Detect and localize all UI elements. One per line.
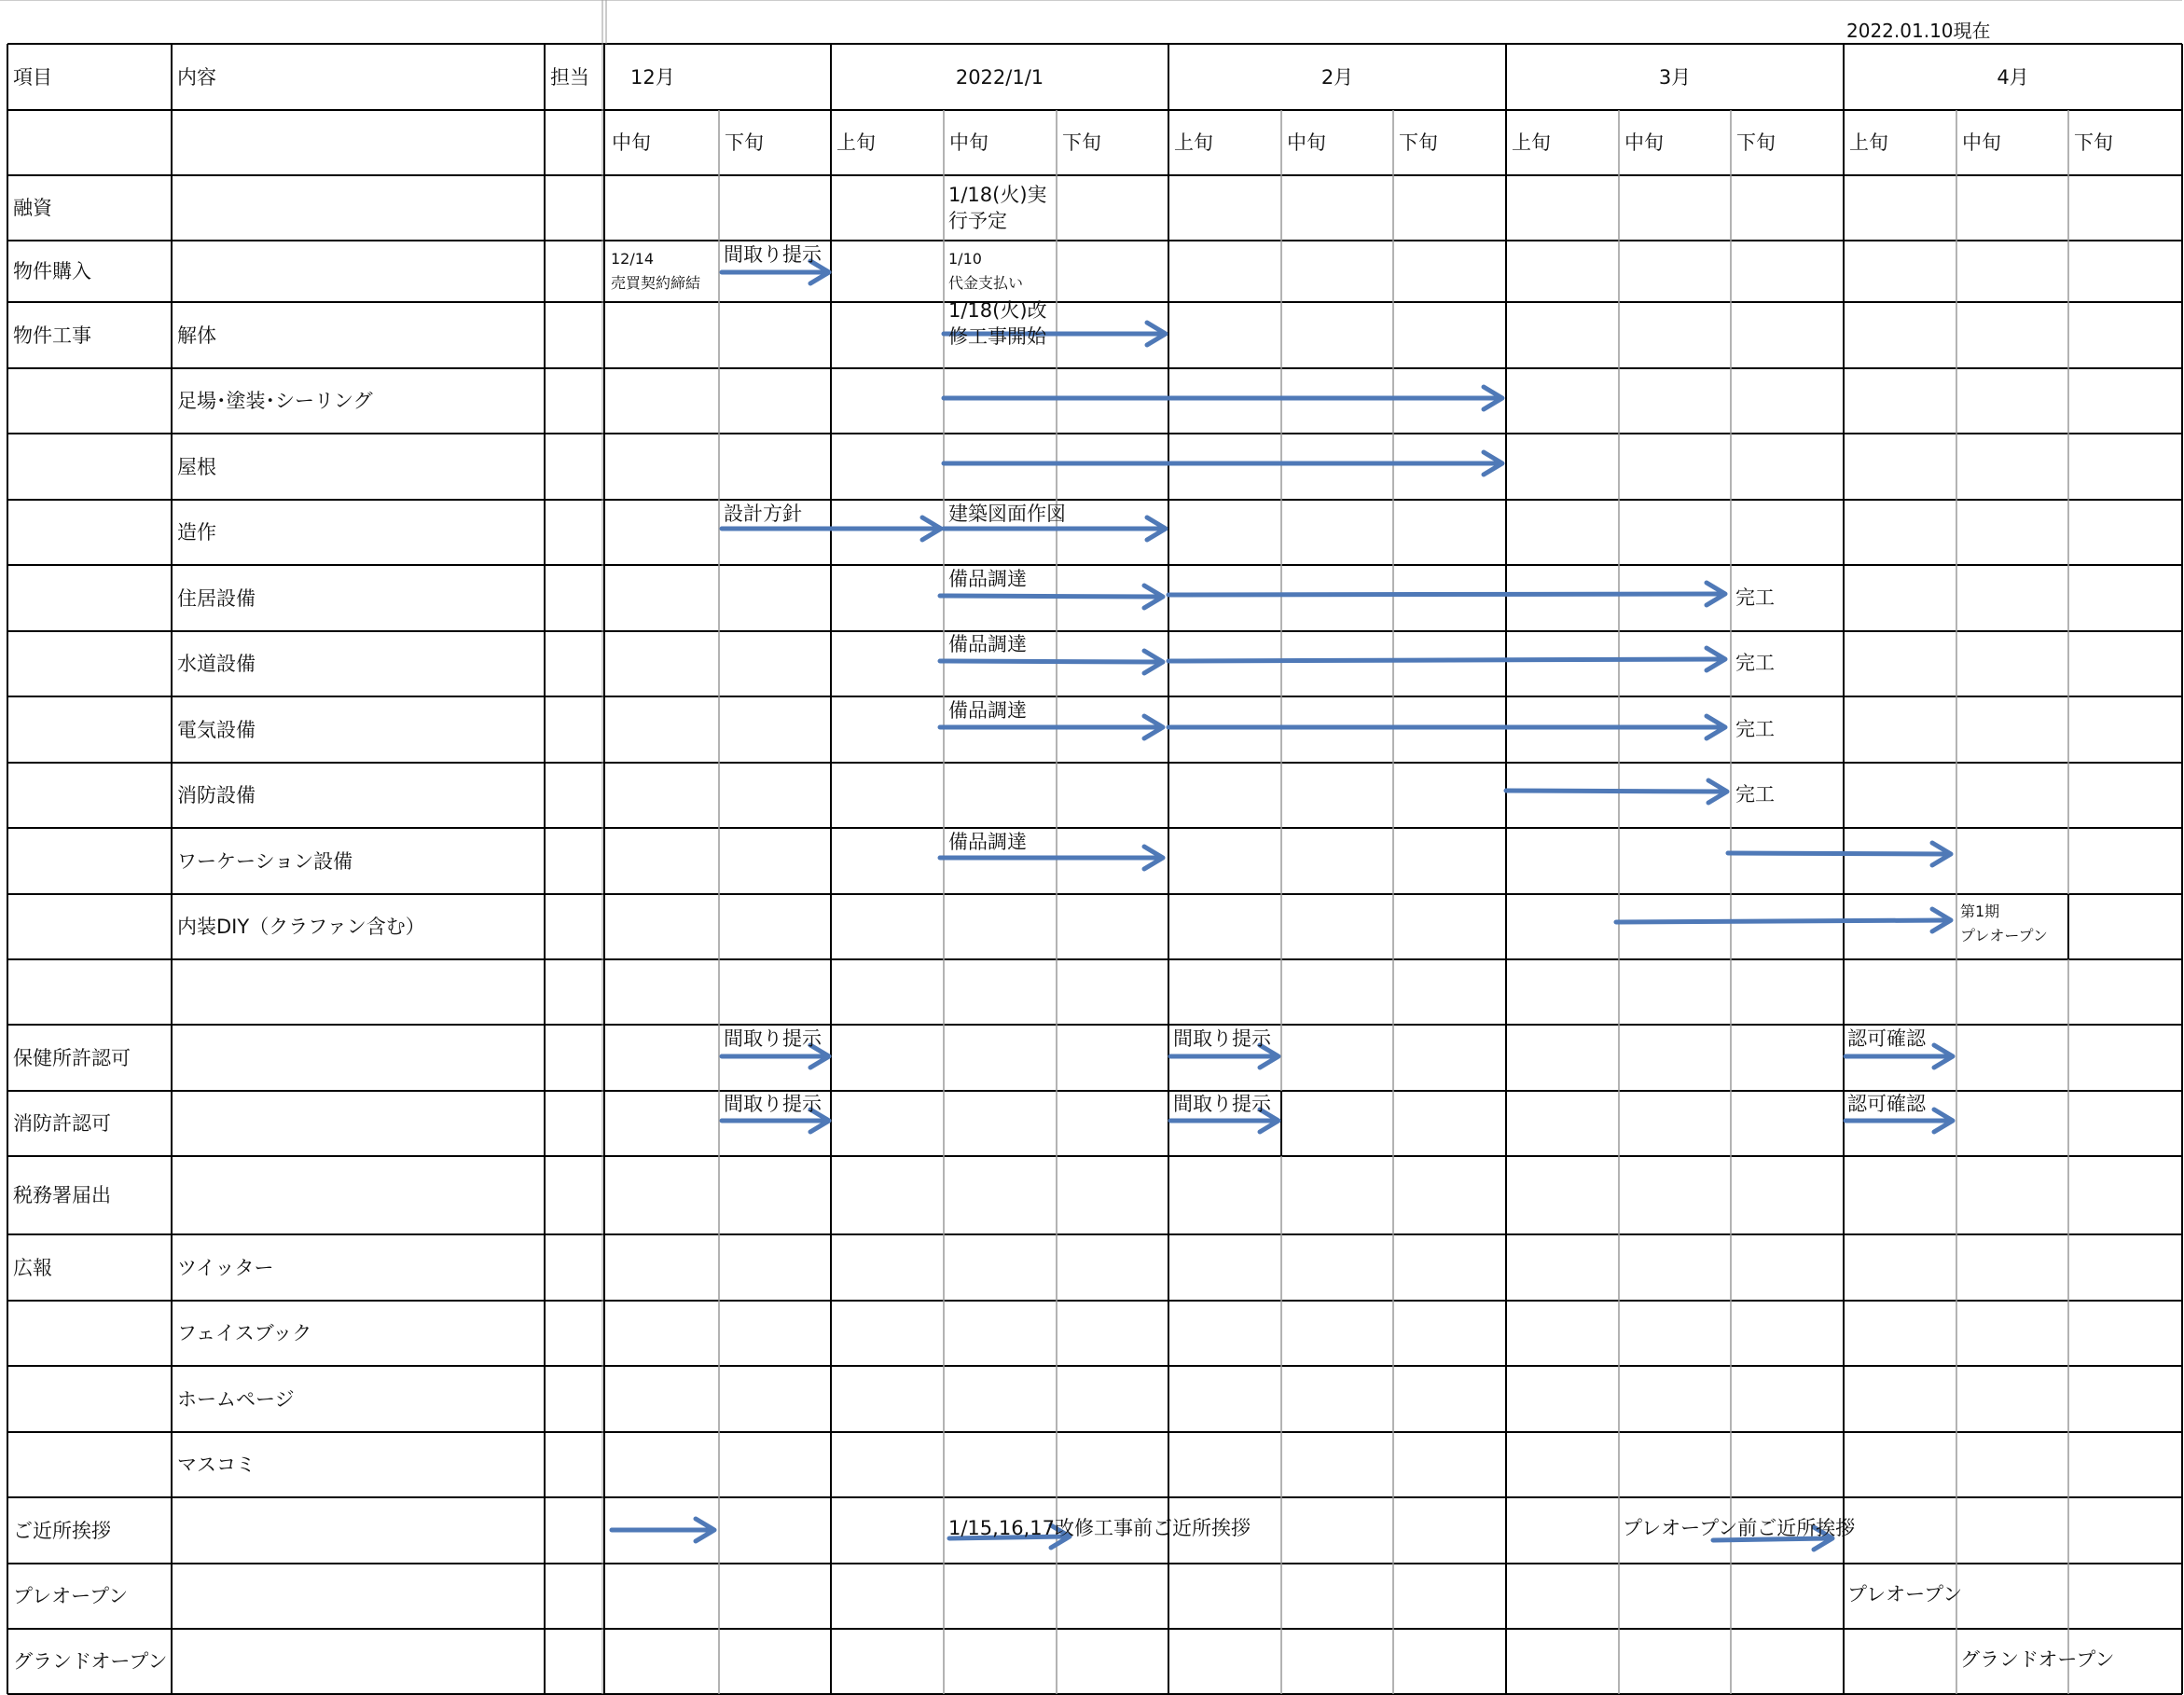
- row-item: グランドオープン: [13, 1650, 168, 1673]
- row-content: マスコミ: [177, 1454, 256, 1476]
- row-content: 水道設備: [177, 653, 256, 675]
- floorplan-note: 間取り提示: [724, 243, 822, 266]
- period-10: 下旬: [1736, 131, 1776, 154]
- period-12: 中旬: [1962, 131, 2001, 154]
- architectural-drawings-note: 建築図面作図: [948, 503, 1066, 525]
- arrow: [1728, 843, 1951, 865]
- period-9: 中旬: [1624, 131, 1664, 154]
- complete-housing-note: 完工: [1735, 586, 1775, 609]
- month-dec: 12月: [630, 66, 675, 89]
- row-content: ワーケーション設備: [177, 849, 353, 873]
- greeting-jan-note: 1/15,16,17改修工事前ご近所挨拶: [948, 1517, 1251, 1539]
- health-floorplan-note-2: 間取り提示: [1173, 1027, 1271, 1050]
- month-mar: 3月: [1658, 66, 1692, 89]
- period-8: 上旬: [1512, 131, 1551, 154]
- loan-exec-note-2: 行予定: [948, 210, 1007, 232]
- health-permit-check-note: 認可確認: [1847, 1027, 1926, 1050]
- month-apr: 4月: [1997, 66, 2029, 89]
- demolition-note-1: 1/18(火)改: [948, 299, 1047, 322]
- purchase-contract-date: 12/14: [611, 250, 655, 268]
- fire-permit-check-note: 認可確認: [1847, 1093, 1926, 1115]
- row-content: 造作: [177, 521, 216, 544]
- arrow: [612, 1519, 714, 1541]
- arrow: [1168, 583, 1725, 605]
- period-5: 上旬: [1174, 131, 1213, 154]
- complete-fire-note: 完工: [1735, 783, 1775, 806]
- row-content: 電気設備: [177, 718, 256, 741]
- period-7: 下旬: [1399, 131, 1438, 154]
- header-content: 内容: [177, 66, 216, 89]
- purchase-contract-note: 売買契約締結: [611, 274, 701, 292]
- row-item: プレオープン: [13, 1585, 129, 1607]
- procure-water-note: 備品調達: [948, 633, 1027, 655]
- procure-workation-note: 備品調達: [948, 831, 1027, 853]
- row-content: 内装DIY（クラファン含む）: [177, 916, 425, 938]
- period-3: 中旬: [949, 131, 988, 154]
- header-owner: 担当: [550, 66, 589, 89]
- period-13: 下旬: [2074, 131, 2113, 154]
- row-item: 税務署届出: [13, 1184, 111, 1206]
- period-4: 下旬: [1062, 131, 1101, 154]
- row-item: 物件購入: [13, 260, 91, 282]
- arrow: [1168, 648, 1725, 670]
- loan-exec-note-1: 1/18(火)実: [948, 184, 1047, 206]
- period-6: 中旬: [1287, 131, 1326, 154]
- period-1: 下旬: [725, 131, 764, 154]
- payment-note: 代金支払い: [948, 274, 1024, 292]
- complete-electric-note: 完工: [1735, 718, 1775, 740]
- row-content: ホームページ: [177, 1387, 295, 1411]
- preopen-phase-note-1: 第1期: [1960, 903, 2000, 920]
- row-content: ツイッター: [177, 1256, 274, 1279]
- row-item: 融資: [13, 197, 52, 219]
- row-item: ご近所挨拶: [13, 1519, 111, 1542]
- period-11: 上旬: [1849, 131, 1888, 154]
- period-2: 上旬: [836, 131, 876, 154]
- row-content: 足場･塗装･シーリング: [177, 390, 373, 412]
- row-content: 屋根: [177, 455, 216, 478]
- design-policy-note: 設計方針: [724, 503, 802, 525]
- row-content: 解体: [177, 324, 216, 347]
- row-content: 消防設備: [177, 784, 256, 806]
- fire-floorplan-note-2: 間取り提示: [1173, 1093, 1271, 1115]
- row-content: フェイスブック: [177, 1322, 312, 1344]
- row-item: 広報: [13, 1256, 52, 1279]
- header-item: 項目: [13, 66, 52, 89]
- arrow: [1616, 909, 1951, 931]
- preopen-label: プレオープン: [1847, 1583, 1963, 1605]
- procure-housing-note: 備品調達: [948, 568, 1027, 590]
- preopen-phase-note-2: プレオープン: [1960, 927, 2048, 944]
- greeting-preopen-note: プレオープン前ご近所挨拶: [1623, 1517, 1856, 1539]
- payment-date: 1/10: [948, 250, 982, 268]
- demolition-note-2: 修工事開始: [948, 325, 1046, 348]
- fire-floorplan-note-1: 間取り提示: [724, 1093, 822, 1115]
- row-item: 物件工事: [13, 324, 91, 347]
- health-floorplan-note-1: 間取り提示: [724, 1027, 822, 1050]
- month-feb: 2月: [1320, 66, 1354, 89]
- arrow: [1506, 780, 1727, 803]
- grandopen-label: グランドオープン: [1960, 1648, 2115, 1671]
- row-item: 保健所許認可: [13, 1046, 131, 1069]
- arrow: [944, 387, 1502, 409]
- complete-water-note: 完工: [1735, 652, 1775, 674]
- procure-electric-note: 備品調達: [948, 699, 1027, 722]
- month-jan: 2022/1/1: [955, 66, 1044, 89]
- period-0: 中旬: [612, 131, 651, 154]
- arrow: [1168, 716, 1725, 738]
- arrow: [944, 452, 1502, 475]
- row-content: 住居設備: [177, 586, 256, 610]
- as-of-date: 2022.01.10現在: [1846, 20, 1991, 42]
- row-item: 消防許認可: [13, 1112, 111, 1135]
